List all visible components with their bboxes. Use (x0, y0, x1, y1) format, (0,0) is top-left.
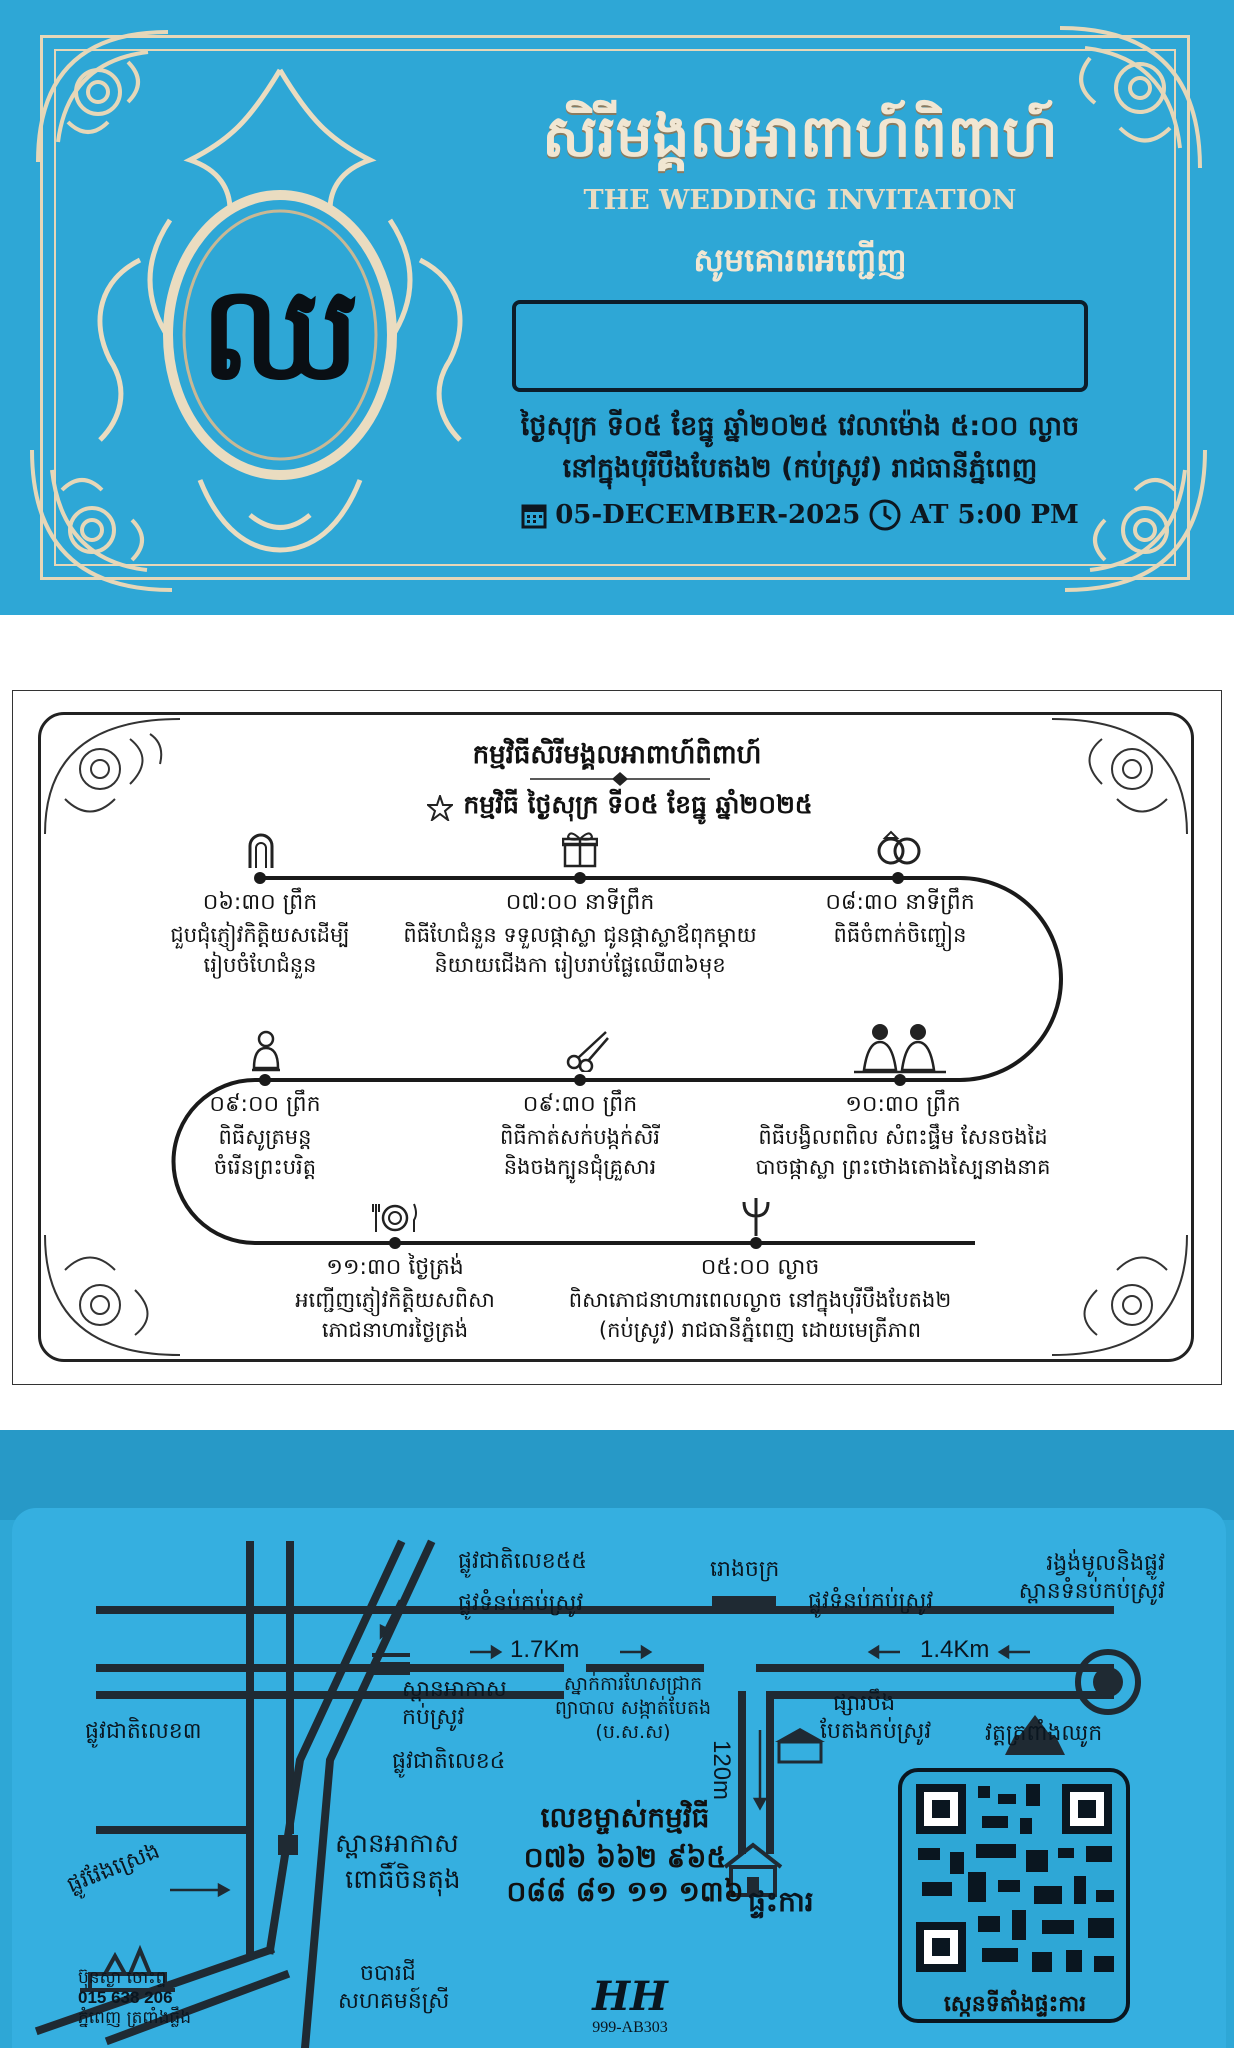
monk-icon (250, 1030, 282, 1072)
event-desc-line1: ពិធីចំពាក់ចិញ្ចៀន (833, 923, 967, 947)
shop-address: ភ្នំពេញ ត្រពាំងធ្លឹង (78, 2008, 191, 2028)
phone-title: លេខម្ចាស់កម្មវិធី (540, 1801, 710, 1834)
label-clinic-1: ស្នាក់ការហែសជ្រាក (563, 1673, 703, 1695)
event-0900 (190, 1090, 340, 1182)
event-desc-line1: អញ្ជើញភ្ញៀវកិត្តិយសពិសា (295, 1288, 495, 1312)
distance-3: 120m (708, 1740, 735, 1801)
rings-icon (876, 830, 922, 866)
label-market-1: ផ្សារបឹង (833, 1691, 896, 1716)
label-dragon-1: ចបារជី (360, 1961, 416, 1986)
event-desc-line2: និងចងក្បូនជុំគ្រួសារ (503, 1155, 657, 1179)
label-kob-srov-road-1: ផ្លូវទំនប់កប់ស្រូវ (458, 1591, 584, 1616)
label-flyover-1: ស្ពានអាកាស (402, 1677, 507, 1702)
program-title: កម្មវិធីសិរីមង្គលអាពាហ៍ពិពាហ៍ (472, 740, 762, 770)
title-khmer: សិរីមង្គលអាពាហ៍ពិពាហ៍ (542, 102, 1058, 170)
qr-code-pattern (902, 1772, 1126, 1982)
event-desc-line2: បាចផ្កាស្លា ព្រះថោងតោងស្បៃនាងនាគ (755, 1155, 1051, 1179)
market-icon (775, 1728, 825, 1762)
event-0630 (150, 888, 370, 980)
gift-icon (562, 830, 598, 868)
date-english: 05-DECEMBER-2025 (555, 500, 861, 530)
shop-logo-text: HH (592, 1973, 668, 2020)
event-desc-line1: ពិធីបង្វិលពពិល សំពះផ្ទឹម សែនចងដៃ (758, 1125, 1048, 1149)
event-desc-line2: រៀបចំហែជំនួន (203, 953, 317, 977)
event-0500 (560, 1253, 960, 1345)
scissors-icon (566, 1028, 610, 1072)
shop-logo-code: 999-AB303 (592, 2019, 668, 2036)
shop-name: ប៊ុនស្ងា ចោះព្ទ (78, 1968, 167, 1988)
program-subtitle: កម្មវិធី ថ្ងៃសុក្រ ទី០៥ ខែធ្នូ ឆ្នាំ២០២៥ (463, 790, 813, 819)
label-clinic-2: ព្យាបាល សង្កាត់បែតង (554, 1697, 712, 1719)
event-time: ០៩:៣០ ព្រឹក (522, 1092, 638, 1117)
invite-text: សូមគោរពអញ្ជើញ (693, 241, 907, 279)
qr-label: ស្កេនទីតាំងផ្ទះការ (943, 1992, 1087, 2017)
event-1130 (285, 1253, 505, 1345)
event-desc-line2: និយាយជើងកា រៀបរាប់ផ្លែឈើ៣៦មុខ (434, 953, 726, 977)
shop-phone[interactable]: 015 638 206 (78, 1988, 173, 2007)
label-roundabout-2: ស្ពានទំនប់កប់ស្រូវ (1018, 1579, 1165, 1604)
event-time: ១១:៣០ ថ្ងៃត្រង់ (326, 1255, 464, 1280)
event-0700 (370, 888, 790, 980)
trident-icon (740, 1196, 772, 1238)
label-factory: រោងចក្រ (710, 1557, 780, 1582)
event-desc-line1: ពិធីកាត់សក់បង្កក់សិរី (500, 1125, 660, 1149)
couple-icon (850, 1020, 950, 1076)
event-1030 (738, 1090, 1068, 1182)
label-pochentong-1: ស្ពានអាកាស (335, 1829, 459, 1859)
label-kob-srov-road-2: ផ្លូវទំនប់កប់ស្រូវ (808, 1589, 934, 1614)
event-desc-line1: ពិធីសូត្រមន្ត (218, 1125, 312, 1149)
event-time: ០៩:០០ ព្រឹក (209, 1092, 321, 1117)
shop-logo (560, 1975, 700, 2037)
shop-contact (78, 1968, 191, 2028)
event-desc-line2: ភោជនាហារថ្ងៃត្រង់ (321, 1318, 469, 1342)
phone-number-1[interactable]: ០៧៦ ៦៦២ ៩៦៥ (523, 1841, 727, 1874)
arch-icon (246, 830, 276, 870)
dining-icon (372, 1200, 418, 1236)
label-nr4: ផ្លូវជាតិលេខ៤ (392, 1749, 506, 1774)
label-nr3: ផ្លូវជាតិលេខ៣ (85, 1719, 202, 1744)
event-time: ១០:៣០ ព្រឹក (845, 1092, 961, 1117)
label-dragon-2: សហគមន៍ស្រី (338, 1989, 450, 2014)
event-desc-line1: ពិសាភោជនាហារពេលល្ងាច នៅក្នុងបុរីបឹងបែតង២ (568, 1288, 952, 1312)
title-english: THE WEDDING INVITATION (583, 185, 1017, 216)
phone-number-2[interactable]: ០៨៨ ៨១ ១១ ១៣៦ (506, 1875, 744, 1908)
qr-code[interactable] (898, 1768, 1130, 2023)
label-flyover-2: កប់ស្រូវ (402, 1705, 465, 1730)
distance-1: 1.7Km (510, 1636, 580, 1663)
label-pagoda: វត្តត្រពាំងឈូក (985, 1721, 1103, 1746)
label-veng-sreng: ផ្លូវវែងស្រេង (63, 1838, 164, 1899)
event-desc-line2: (កប់ស្រូវ) រាជធានីភ្នំពេញ ដោយមេត្រីភាព (598, 1318, 922, 1342)
label-pochentong-2: ពោធិ៍ចិនតុង (345, 1865, 461, 1895)
label-roundabout-1: រង្វង់មូលនិងផ្លូវ (1046, 1551, 1165, 1576)
time-english: AT 5:00 PM (910, 500, 1079, 530)
date-khmer: ថ្ងៃសុក្រ ទី០៥ ខែធ្នូ ឆ្នាំ២០២៥ វេលាម៉ោង ៥:០០ ល្ងាច (520, 411, 1080, 442)
event-desc-line1: ពិធីហែជំនួន ទទួលផ្កាស្លា ជូនផ្កាស្លាឪពុកម្តាយ (403, 923, 757, 947)
distance-2: 1.4Km (920, 1636, 990, 1663)
label-clinic-3: (ប.ស.ស) (595, 1721, 671, 1743)
monogram-text: ឈ (200, 257, 360, 409)
label-nr55: ផ្លូវជាតិលេខ៥៥ (458, 1549, 587, 1574)
event-desc-line1: ជួបជុំភ្ញៀវកិត្តិយសដើម្បី (170, 923, 350, 947)
event-0930 (470, 1090, 690, 1182)
event-time: ០៥:០០ ល្ងាច (700, 1255, 820, 1280)
event-0830 (800, 888, 1000, 950)
event-time: ០៨:៣០ នាទីព្រឹក (825, 890, 975, 915)
event-time: ០៧:០០ នាទីព្រឹក (505, 890, 655, 915)
label-home: ផ្ទះការ (748, 1885, 814, 1918)
label-market-2: បែតងកប់ស្រូវ (820, 1719, 932, 1744)
event-desc-line2: ចំរើនព្រះបរិត្ត (213, 1155, 317, 1179)
venue-khmer: នៅក្នុងបុរីបឹងបែតង២ (កប់ស្រូវ) រាជធានីភ្នំពេញ (562, 453, 1038, 484)
event-time: ០៦:៣០ ព្រឹក (202, 890, 318, 915)
